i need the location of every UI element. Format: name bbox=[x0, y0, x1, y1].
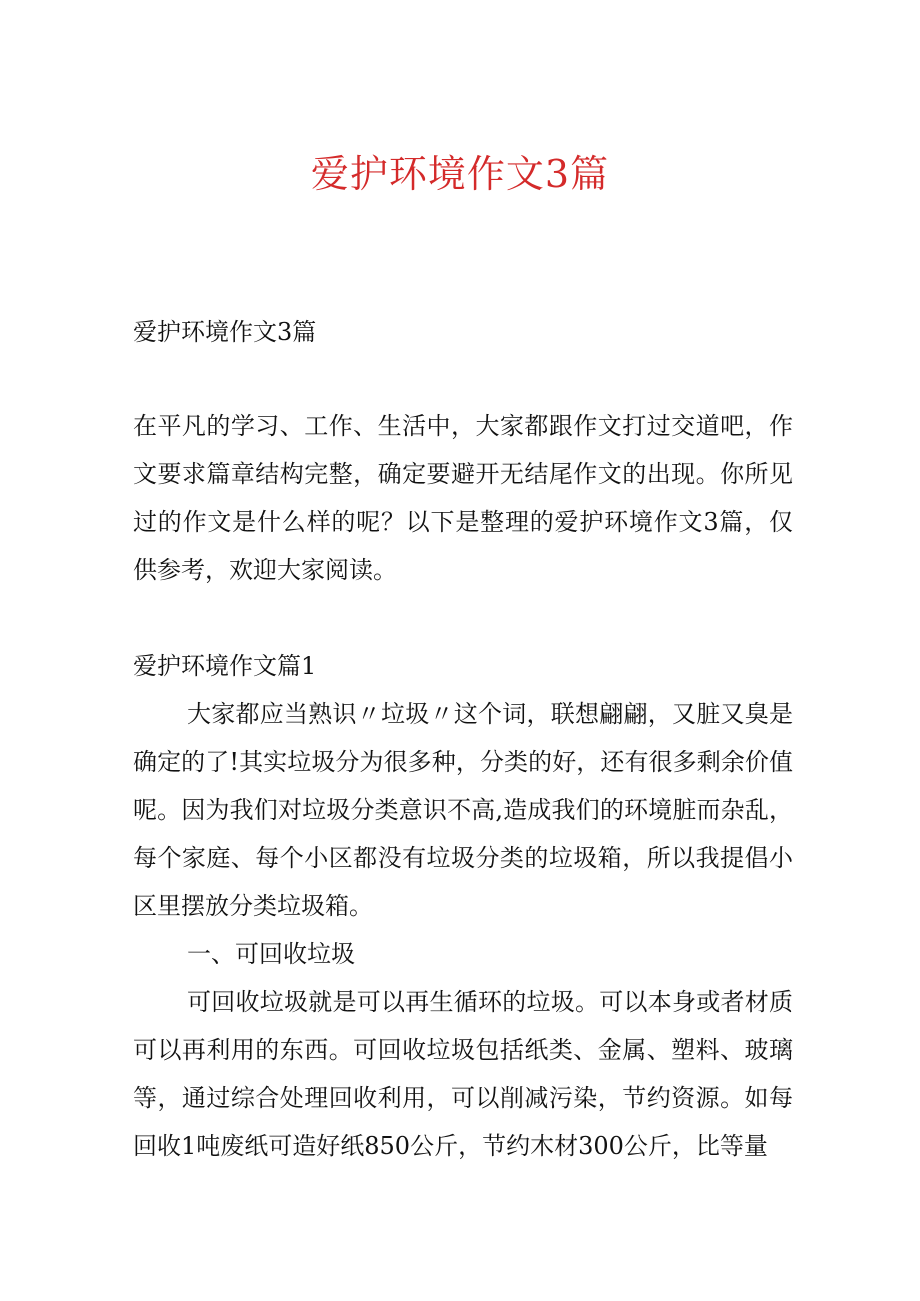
list-heading: 一、可回收垃圾 bbox=[187, 940, 355, 968]
intro-paragraph: 在平凡的学习、工作、生活中，大家都跟作文打过交道吧，作文要求篇章结构完整，确定要避开无结尾作文的出现。你所见过的作文是什么样的呢？以下是整理的爱护环境作文3篇，仅供参考，欢迎大家阅读。 bbox=[133, 412, 793, 584]
document-subtitle: 爱护环境作文3篇 bbox=[133, 318, 317, 346]
body-paragraph: 可回收垃圾就是可以再生循环的垃圾。可以本身或者材质可以再利用的东西。可回收垃圾包括纸类、金属、塑料、玻璃等，通过综合处理回收利用，可以削减污染，节约资源。如每回收1吨废纸可造好纸850公斤，节约木材300公斤，比等量 bbox=[133, 988, 793, 1160]
section-heading: 爱护环境作文篇1 bbox=[133, 652, 317, 680]
body-paragraph: 大家都应当熟识〃垃圾〃这个词，联想翩翩，又脏又臭是确定的了!其实垃圾分为很多种，分类的好，还有很多剩余价值呢。因为我们对垃圾分类意识不高,造成我们的环境脏而杂乱，每个家庭、每个小区都没有垃圾分类的垃圾箱，所以我提倡小区里摆放分类垃圾箱。 bbox=[133, 700, 793, 920]
document-title: 爱护环境作文3篇 bbox=[310, 152, 610, 196]
